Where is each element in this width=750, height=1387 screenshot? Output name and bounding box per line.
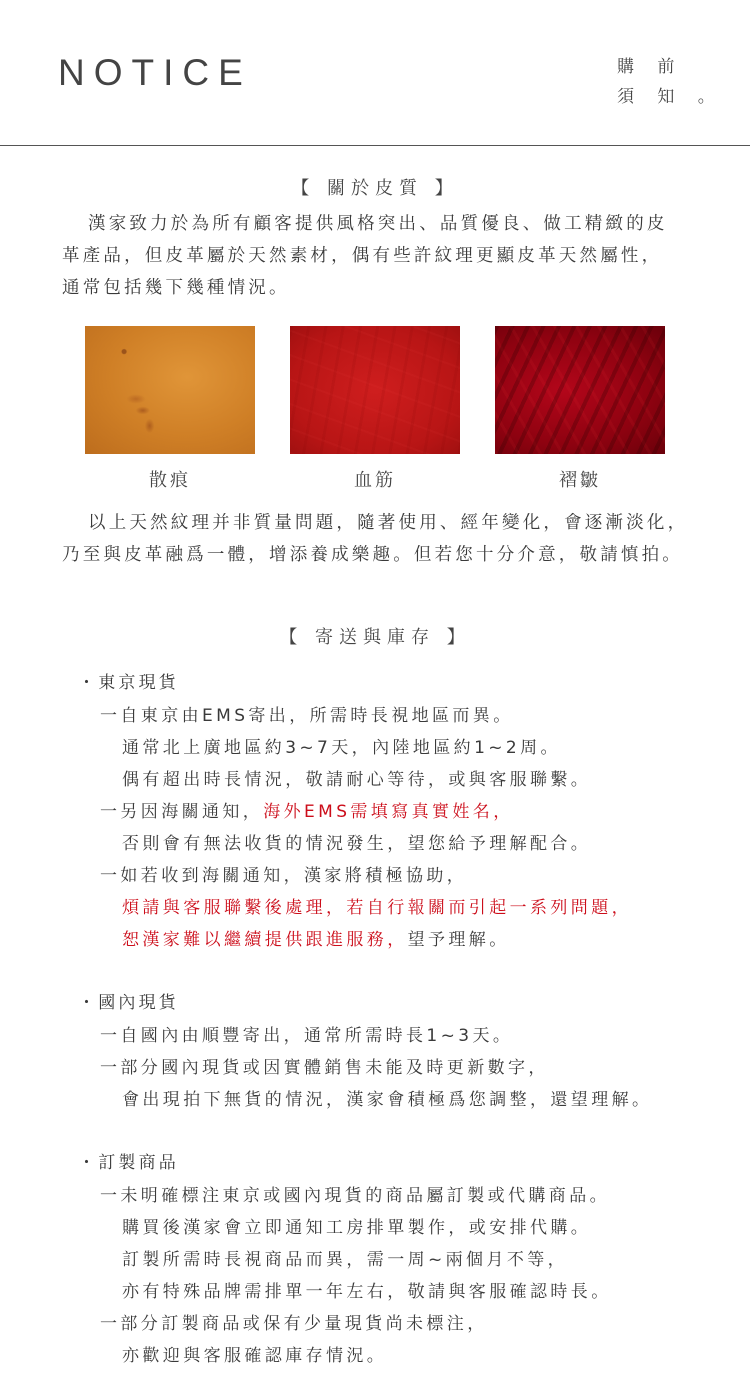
- leather-section-title: 【 關於皮質 】: [291, 178, 459, 199]
- service-understanding: 望予理解。: [407, 930, 510, 950]
- tokyo-line: 偶有超出時長情況，敬請耐心等待，或與客服聯繫。: [122, 770, 592, 790]
- scar-leather-image: [85, 326, 255, 454]
- pre-purchase-note: [617, 52, 724, 112]
- leather-intro-line: 漢家致力於為所有顧客提供風格突出、品質優良、做工精緻的皮: [88, 214, 668, 234]
- tokyo-line: [100, 797, 514, 822]
- customs-warning-line: 煩請與客服聯繫後處理，若自行報關而引起一系列問題，: [122, 898, 632, 918]
- swatch-label-wrinkle: 褶皺: [559, 470, 601, 491]
- shipping-section-title: 【 寄送與庫存 】: [279, 627, 471, 648]
- notice-header: [0, 0, 750, 146]
- customs-notice-text: 一另因海關通知，: [100, 802, 264, 822]
- domestic-stock-heading: ・國內現貨: [78, 993, 179, 1013]
- leather-outro: [62, 507, 702, 571]
- domestic-line: 一部分國內現貨或因實體銷售未能及時更新數字，: [100, 1058, 549, 1078]
- leather-intro: [62, 208, 702, 304]
- leather-intro-line: 革產品，但皮革屬於天然素材，偶有些許紋理更顯皮革天然屬性，: [62, 246, 663, 266]
- tokyo-line: 通常北上廣地區約3~7天，內陸地區約1~2周。: [122, 738, 561, 758]
- leather-outro-line: 乃至與皮革融爲一體，增添養成樂趣。但若您十分介意，敬請慎拍。: [62, 545, 683, 565]
- custom-line: 亦歡迎與客服確認庫存情況。: [122, 1346, 388, 1366]
- notice-title: NOTICE: [58, 52, 252, 93]
- leather-outro-line: 以上天然紋理并非質量問題，隨著使用、經年變化，會逐漸淡化，: [88, 513, 689, 533]
- vein-leather-image: [290, 326, 460, 454]
- leather-intro-line: 通常包括幾下幾種情況。: [62, 278, 290, 298]
- note-line-1: 購 前: [617, 57, 684, 77]
- custom-order-heading: ・訂製商品: [78, 1153, 179, 1173]
- tokyo-line: [122, 925, 510, 950]
- custom-line: 一未明確標注東京或國內現貨的商品屬訂製或代購商品。: [100, 1186, 610, 1206]
- custom-line: 訂製所需時長視商品而異，需一周~兩個月不等，: [122, 1250, 569, 1270]
- note-line-2: 須 知 。: [617, 87, 724, 107]
- custom-line: 購買後漢家會立即通知工房排單製作，或安排代購。: [122, 1218, 592, 1238]
- tokyo-line: 一如若收到海關通知，漢家將積極協助，: [100, 866, 468, 886]
- tokyo-line: 一自東京由EMS寄出，所需時長視地區而異。: [100, 706, 514, 726]
- swatch-label-scar: 散痕: [149, 470, 191, 491]
- domestic-line: 一自國內由順豐寄出，通常所需時長1~3天。: [100, 1026, 514, 1046]
- tokyo-line: 否則會有無法收貨的情況發生，望您給予理解配合。: [122, 834, 592, 854]
- tokyo-stock-heading: ・東京現貨: [78, 673, 179, 693]
- swatch-label-vein: 血筋: [354, 470, 396, 491]
- custom-line: 一部分訂製商品或保有少量現貨尚未標注，: [100, 1314, 488, 1334]
- real-name-warning: 海外EMS需填寫真實姓名，: [263, 802, 514, 822]
- wrinkle-leather-image: [495, 326, 665, 454]
- service-warning: 恕漢家難以繼續提供跟進服務，: [122, 930, 408, 950]
- domestic-line: 會出現拍下無貨的情況，漢家會積極爲您調整，還望理解。: [122, 1090, 653, 1110]
- custom-line: 亦有特殊品牌需排單一年左右，敬請與客服確認時長。: [122, 1282, 612, 1302]
